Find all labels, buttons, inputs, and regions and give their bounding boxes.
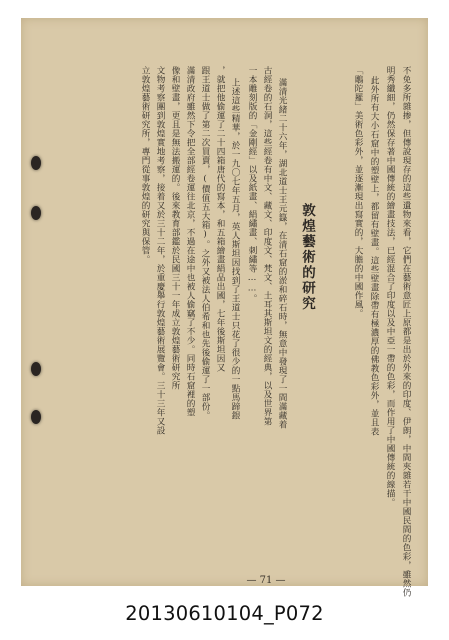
text-column: 此外所有大小石窟中的塑壁上，都留有壁畫。這些壁畫除帶有極濃厚的佛教色彩外，並且表	[369, 76, 379, 436]
text-column: 立敦煌藝術研究所，專門從事敦煌的研究與保管。	[140, 66, 150, 264]
text-column: 上述這些精華，於一九〇七年五月，英人斯坦因找到了王道士只花了很少的一點馬蹄銀	[230, 78, 240, 420]
text-column: ，就把他偷運了二十四箱唐代的寫本，和五箱繪畫絹品出國，七年後斯坦因又	[215, 66, 225, 372]
page-number: — 71 —	[246, 575, 286, 586]
text-column: 明秀纖細，仍然保存著中國傳統的繪畫技法，已經混合了印度以及中亞一帶的色彩，而作用了中國傳統的線描。	[385, 66, 395, 507]
text-column: 文物考察團到敦煌實地考察，接着又於三十二年，於重慶舉行敦煌藝術展覽會。三十三年又設	[155, 66, 165, 435]
text-column: 滿清光緒二十六年，湖北道士王元籙，在清石窟的淤和碎石時，無意中發現了一間滿藏着	[277, 78, 287, 429]
binding-hole	[31, 362, 41, 376]
text-column: 像和壁畫，更且是無法搬運的。後來教育部鑑於民國三十一年成立敦煌藝術研究所	[170, 66, 180, 390]
text-column: 滿清政府雖然下令把全部經卷運往北京，不過在途中也被人偷竊了不少。同時石窟裡的塑	[185, 66, 195, 417]
text-column: 「鵰陀羅」美術色彩外，並逐漸現出寫實的，大膽的中國作風。	[353, 66, 363, 318]
document-page	[21, 18, 428, 597]
binding-hole	[31, 206, 41, 220]
text-column: 跟王道士做了第二次買賣，(價值五大箱)。之外又被法人伯希和也先後偷運了一部份。	[200, 66, 210, 420]
text-column: 一本雕刻版的「金剛經」以及紙畫、絹繡畫、刺繡等……。	[247, 66, 257, 303]
image-caption: 20130610104_P072	[125, 602, 324, 625]
section-title: 敦煌藝術的研究	[299, 203, 315, 312]
binding-hole	[31, 410, 41, 424]
text-column: 古經卷的石洞，這些經卷有中文、藏文、印度文、梵文、土耳其斯坦文的經典，以及世界第	[262, 66, 272, 426]
binding-hole	[31, 156, 41, 170]
text-column: 不免多所雜掺，但傳說現存的這些遺物來看，它們在藝術意匠上原都是出於外來的印度、伊朗，中間夾雜若干中國民間的色彩，雖然仍	[401, 66, 411, 597]
